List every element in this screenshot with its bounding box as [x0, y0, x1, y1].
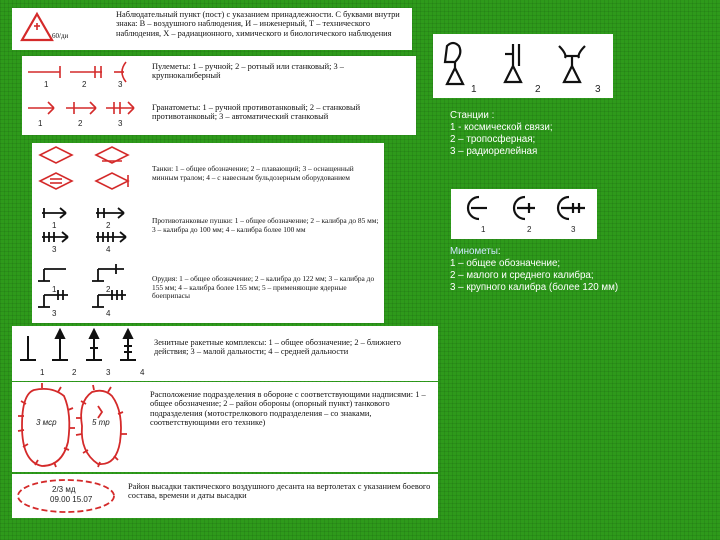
mg-num-1: 1 [44, 80, 49, 89]
anti-aircraft-num-4: 4 [140, 368, 145, 377]
antitank-gun-3-icon [42, 232, 68, 242]
mortars-line-2: 2 – малого и среднего калибра; [450, 270, 594, 281]
defense-card [12, 382, 438, 472]
mortars-title-row [450, 246, 618, 258]
grenade-launcher-1-icon [28, 102, 54, 114]
observation-triangle-code: 60/ди [52, 32, 69, 40]
mortars-card [451, 189, 597, 239]
grenade-launchers-text: Гранатометы: 1 – ручной противотанковый; 2 – станковый противотанковый; 3 – автоматический станковый [152, 103, 361, 122]
anti-aircraft-num-3: 3 [106, 368, 111, 377]
artillery-num-2: 2 [106, 285, 111, 294]
mortar-1-icon [468, 197, 487, 219]
anti-aircraft-3-icon [86, 330, 102, 360]
landing-label-top: 2/3 мд [52, 485, 76, 494]
antitank-num-2: 2 [106, 221, 111, 230]
stations-title: Станции : [450, 110, 495, 121]
anti-aircraft-num-1: 1 [40, 368, 45, 377]
antitank-gun-2-icon [96, 208, 124, 218]
mortar-num-2: 2 [527, 225, 532, 234]
artillery-text: Орудия: 1 – общее обозначение; 2 – калибра до 122 мм; 3 – калибра до 155 мм; 4 – калибра более 155 мм; 5 – применяющие ядерные боеприпасы [152, 274, 375, 301]
observation-post-text: Наблюдательный пункт (пост) с указанием принадлежности. С буквами внутри знака: В – воздушного наблюдения, И – инженерный, Т – технического наблюдения, Х – радиационного, химического и биологического наблюдения [116, 10, 400, 38]
observation-triangle-icon [20, 12, 54, 42]
anti-aircraft-1-icon [20, 336, 36, 360]
landing-text: Район высадки тактического воздушного десанта на вертолетах с указанием боевого состава, времени и даты высадки [128, 482, 431, 501]
antitank-text: Противотанковые пушки: 1 – общее обозначение; 2 – калибра до 85 мм; 3 – калибра до 100 мм; 4 – калибра более 100 мм [152, 216, 379, 234]
tropospheric-station-icon [505, 44, 521, 82]
machine-guns-card [22, 56, 416, 135]
anti-aircraft-text: Зенитные ракетные комплексы: 1 – общее обозначение; 2 – ближнего действия; 3 – малой дальности; 4 – средней дальности [154, 338, 401, 357]
gl-num-1: 1 [38, 119, 43, 128]
radio-relay-station-icon [559, 46, 585, 82]
antitank-gun-1-icon [42, 208, 66, 218]
stations-line-2: 2 – тропосферная; [450, 134, 536, 145]
anti-aircraft-card [12, 326, 438, 381]
defense-text: Расположение подразделения в обороне с соответствующими надписями: 1 – общее обозначение; 2 – район обороны (опорный пункт) танкового подразделения (мотострелкового подразделения – со знаками, соответствующими его технике) [150, 390, 426, 428]
mortar-num-1: 1 [481, 225, 486, 234]
tank-3-icon [40, 173, 72, 189]
mortars-title: Минометы [450, 246, 498, 257]
machine-guns-text: Пулеметы: 1 – ручной; 2 – ротный или станковый; 3 – крупнокалиберный [152, 62, 344, 81]
mortar-3-icon [558, 197, 585, 219]
machine-gun-3-icon [114, 62, 126, 82]
landing-card [12, 474, 438, 518]
mortar-num-3: 3 [571, 225, 576, 234]
antitank-num-1: 1 [52, 221, 57, 230]
station-icons [433, 34, 613, 98]
antitank-gun-icons [32, 205, 152, 255]
anti-aircraft-2-icon [52, 330, 68, 360]
mortars-line-3: 3 – крупного калибра (более 120 мм) [450, 282, 619, 293]
artillery-num-1: 1 [52, 285, 57, 294]
mortars-caption [450, 246, 618, 294]
stations-line-3: 3 – радиорелейная [450, 146, 538, 157]
station-num-3: 3 [595, 84, 601, 95]
machine-gun-2-icon [70, 66, 102, 78]
mg-num-3: 3 [118, 80, 123, 89]
observation-post-card [12, 8, 412, 50]
defense-left-label: 3 мср [36, 418, 57, 427]
anti-aircraft-icons [12, 326, 152, 370]
stations-line-1: 1 - космической связи; [450, 122, 553, 133]
grenade-launcher-3-icon [106, 102, 134, 114]
defense-position-icons [12, 382, 152, 472]
mortars-line-1: 1 – общее обозначение; [450, 258, 561, 269]
tank-icons [32, 143, 152, 199]
defense-right-label: 5 тр [92, 418, 110, 427]
mortar-2-icon [514, 197, 535, 219]
antitank-num-3: 3 [52, 245, 57, 254]
artillery-2-icon [92, 264, 124, 281]
antitank-num-4: 4 [106, 245, 111, 254]
armor-artillery-card [32, 143, 384, 323]
gl-num-3: 3 [118, 119, 123, 128]
tank-4-icon [96, 173, 128, 189]
grenade-launcher-2-icon [66, 102, 96, 114]
station-num-2: 2 [535, 84, 541, 95]
stations-caption [450, 110, 553, 158]
space-comm-station-icon [445, 43, 463, 84]
stations-card [433, 34, 613, 98]
artillery-icons [32, 261, 152, 317]
tank-1-icon [40, 147, 72, 163]
anti-aircraft-4-icon [120, 330, 136, 360]
station-num-1: 1 [471, 84, 477, 95]
mortars-title-colon: : [497, 246, 501, 257]
artillery-num-4: 4 [106, 309, 111, 318]
tanks-text: Танки: 1 – общее обозначение; 2 – плавающий; 3 – оснащенный минным тралом; 4 – с навесным бульдозерным оборудованием [152, 164, 354, 182]
artillery-1-icon [38, 269, 66, 281]
artillery-num-3: 3 [52, 309, 57, 318]
gl-num-2: 2 [78, 119, 83, 128]
antitank-gun-4-icon [96, 232, 126, 242]
anti-aircraft-num-2: 2 [72, 368, 77, 377]
mg-num-2: 2 [82, 80, 87, 89]
landing-label-bottom: 09.00 15.07 [50, 495, 93, 504]
